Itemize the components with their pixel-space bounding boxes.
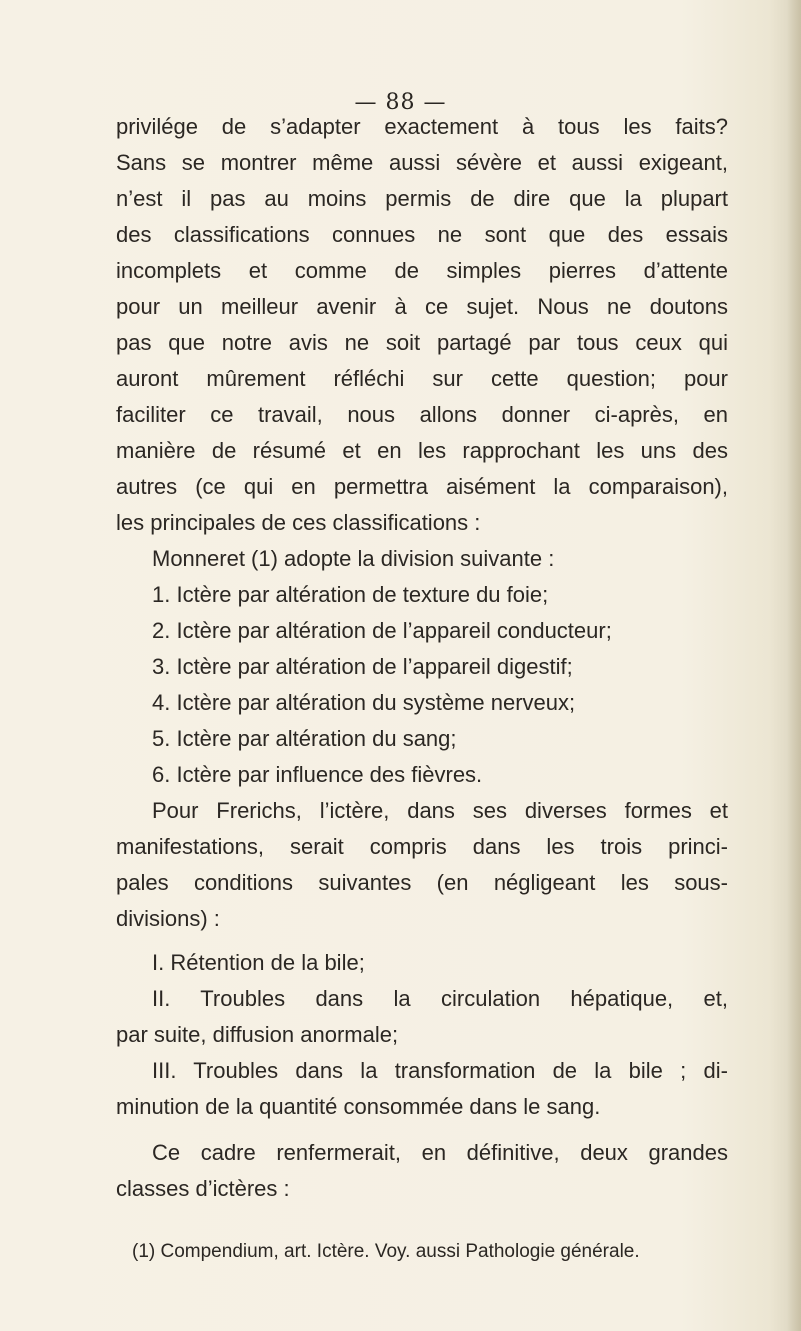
text-line: Ce cadre renfermerait, en définitive, deux grandes	[152, 1140, 728, 1165]
text-line: pas que notre avis ne soit partagé par tous ceux qui	[116, 330, 728, 355]
text-line: Sans se montrer même aussi sévère et aussi exigeant,	[116, 150, 728, 175]
list-item-continuation: par suite, diffusion anormale;	[116, 1022, 399, 1047]
text-line: privilége de s’adapter exactement à tous les faits?	[116, 114, 728, 139]
text-line: auront mûrement réfléchi sur cette question; pour	[116, 366, 728, 391]
page-edge-shadow	[787, 0, 801, 1331]
text-line: divisions) :	[116, 906, 220, 931]
list-item: 1. Ictère par altération de texture du foie;	[152, 582, 549, 607]
body-text	[116, 109, 728, 1207]
list-item: 4. Ictère par altération du système nerveux;	[152, 690, 576, 715]
text-line: pales conditions suivantes (en négligeant les sous-	[116, 870, 728, 895]
text-line: pour un meilleur avenir à ce sujet. Nous ne doutons	[116, 294, 728, 319]
page-number: — 88 —	[354, 90, 447, 115]
text-line: manifestations, serait compris dans les trois princi-	[116, 834, 728, 859]
list-item: 3. Ictère par altération de l’appareil digestif;	[152, 654, 573, 679]
text-line: n’est il pas au moins permis de dire que la plupart	[116, 186, 728, 211]
text-line: manière de résumé et en les rapprochant les uns des	[116, 438, 728, 463]
list-item: I. Rétention de la bile;	[152, 950, 365, 975]
list-item: 5. Ictère par altération du sang;	[152, 726, 457, 751]
text-line: Pour Frerichs, l’ictère, dans ses diverses formes et	[152, 798, 728, 823]
text-line: faciliter ce travail, nous allons donner ci-après, en	[116, 402, 728, 427]
list-item: 2. Ictère par altération de l’appareil conducteur;	[152, 618, 612, 643]
monneret-intro: Monneret (1) adopte la division suivante :	[152, 546, 555, 571]
text-line: des classifications connues ne sont que des essais	[116, 222, 728, 247]
text-line: classes d’ictères :	[116, 1176, 290, 1201]
text-line: les principales de ces classifications :	[116, 510, 481, 535]
list-item: III. Troubles dans la transformation de la bile ; di-	[152, 1058, 728, 1083]
list-item: II. Troubles dans la circulation hépatique, et,	[152, 986, 728, 1011]
text-line: autres (ce qui en permettra aisément la comparaison),	[116, 474, 728, 499]
text-line: incomplets et comme de simples pierres d’attente	[116, 258, 728, 283]
list-item: 6. Ictère par influence des fièvres.	[152, 762, 483, 787]
list-item-continuation: minution de la quantité consommée dans le sang.	[116, 1094, 601, 1119]
footnote: (1) Compendium, art. Ictère. Voy. aussi Pathologie générale.	[132, 1241, 640, 1262]
